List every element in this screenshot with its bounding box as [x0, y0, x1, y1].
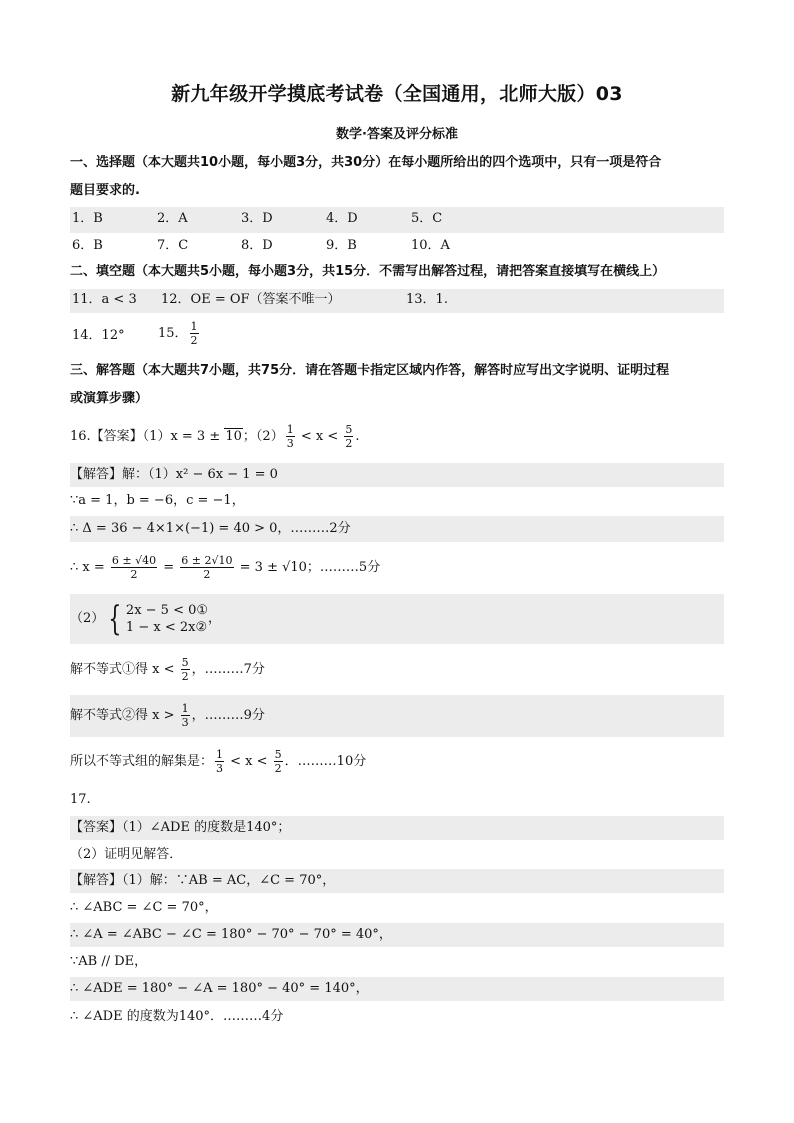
q17-answer-line: （2）证明见解答．: [70, 847, 183, 862]
fraction: [180, 554, 233, 581]
fraction-denominator: 2: [274, 762, 282, 775]
inequality-2: 1 − x < 2x②: [125, 619, 208, 635]
fill-answer-13: 13．1.: [406, 292, 448, 307]
q17-solution-line: ∴ ∠A = ∠ABC − ∠C = 180° − 70° − 70° = 40°，: [70, 923, 724, 947]
fraction: [344, 423, 353, 450]
fraction-denominator: 3: [286, 437, 294, 450]
choice-answer: 8．D: [241, 238, 273, 253]
fraction: [111, 554, 157, 581]
q17-label: 17.: [70, 792, 91, 807]
q16-solution-line: [70, 741, 724, 783]
choice-answer: 9．B: [326, 238, 357, 253]
q17-solution-line: 【解答】（1）解：∵AB = AC，∠C = 70°，: [70, 869, 724, 893]
fraction: [286, 423, 295, 450]
choice-answer: 7．C: [157, 238, 189, 253]
solution-text: 解不等式②得 x >: [70, 708, 179, 723]
q16-solution-line: ∴ Δ = 36 − 4×1×(−1) = 40 > 0，………2分: [70, 516, 724, 542]
q16-answer-text: < x <: [296, 429, 343, 444]
fraction: [274, 748, 283, 775]
q16-solution-line: [70, 650, 724, 690]
fraction: [190, 320, 199, 347]
solution-text: ，………9分: [191, 708, 265, 723]
solution-text: = 3 ± √10；………5分: [235, 560, 381, 575]
fraction-denominator: 3: [216, 762, 224, 775]
q16-answer-text: .: [355, 429, 360, 444]
fraction: [215, 748, 224, 775]
fill-answer-15-label: 15．: [158, 326, 188, 341]
section3-heading-cont: 或演算步骤）: [70, 391, 149, 406]
q17-solution-line: ∵AB // DE，: [70, 954, 148, 969]
solution-text: （2）: [70, 611, 105, 626]
solution-text: =: [159, 560, 179, 575]
fraction-numerator: 6 ± 2√10: [181, 554, 233, 567]
fraction-numerator: 1: [190, 320, 198, 333]
sqrt-radicand: 10: [225, 429, 242, 444]
fraction-denominator: 2: [130, 568, 138, 581]
fill-answer-11: 11．a < 3: [72, 292, 137, 307]
fill-answers-row1: [70, 289, 724, 313]
solution-text: ．………10分: [284, 754, 367, 769]
choice-answer: 3．D: [241, 211, 273, 226]
inequality-system: [126, 602, 208, 636]
solution-text: ∴ x =: [70, 560, 109, 575]
section1-heading-cont: 题目要求的.: [70, 183, 140, 198]
fraction-numerator: 1: [286, 423, 294, 436]
q16-solution-line: [70, 546, 724, 590]
choice-answer: 4．D: [326, 211, 358, 226]
fraction-numerator: 5: [274, 748, 282, 761]
fraction-numerator: 5: [345, 423, 353, 436]
q17-solution-line: ∴ ∠ADE = 180° − ∠A = 180° − 40° = 140°，: [70, 977, 724, 1001]
section2-heading: 二、填空题（本大题共5小题，每小题3分，共15分．不需写出解答过程，请把答案直接填写在横线上）: [70, 264, 666, 279]
fraction-denominator: 2: [181, 670, 189, 683]
q17-solution-line: ∴ ∠ADE 的度数为140°．………4分: [70, 1009, 284, 1024]
q16-solution-line: [70, 695, 724, 737]
solution-text: ，: [208, 611, 222, 626]
q17-answer-line: 【答案】（1）∠ADE 的度数是140°；: [70, 816, 724, 840]
solution-text: < x <: [226, 754, 272, 769]
fraction-numerator: 6 ± √40: [111, 554, 157, 567]
choice-answer: 10．A: [411, 238, 450, 253]
choice-answer: 2．A: [157, 211, 188, 226]
fill-answer-14: 14．12°: [72, 328, 125, 343]
solution-text: 解不等式①得 x <: [70, 662, 179, 677]
solution-text: 所以不等式组的解集是：: [70, 754, 214, 769]
choice-answers-row2: [70, 235, 724, 261]
fraction: [181, 656, 190, 683]
fraction: [181, 702, 190, 729]
q16-solution-line: ∵a = 1，b = −6，c = −1，: [70, 493, 245, 508]
fraction-numerator: 1: [216, 748, 224, 761]
fraction-denominator: 2: [345, 437, 353, 450]
solution-text: ，………7分: [191, 662, 265, 677]
q16-answer-text: 16.【答案】（1）x = 3 ±: [70, 429, 225, 444]
fill-answer-15: [158, 320, 201, 347]
fraction-numerator: 5: [181, 656, 189, 669]
choice-answer: 6．B: [72, 238, 103, 253]
section3-heading: 三、解答题（本大题共7小题，共75分．请在答题卡指定区域内作答，解答时应写出文字说明、证明过程: [70, 363, 670, 378]
fill-answer-12: 12．OE = OF（答案不唯一）: [161, 292, 341, 307]
q16-answer: [70, 418, 724, 456]
inequality-1: 2x − 5 < 0①: [125, 602, 209, 618]
choice-answer: 1．B: [72, 211, 103, 226]
fraction-denominator: 2: [190, 334, 198, 347]
q16-solution-line: 【解答】解：（1）x² − 6x − 1 = 0: [70, 463, 724, 487]
page-title: 新九年级开学摸底考试卷（全国通用，北师大版）03: [171, 83, 623, 105]
choice-answer: 5．C: [411, 211, 443, 226]
q16-solution-line: [70, 594, 724, 644]
page-subtitle: 数学·答案及评分标准: [336, 127, 458, 142]
fill-answers-row2: [70, 316, 724, 356]
fraction-denominator: 2: [203, 568, 211, 581]
section1-heading: 一、选择题（本大题共10小题，每小题3分，共30分）在每小题所给出的四个选项中，只有一项是符合: [70, 155, 662, 170]
brace-icon: {: [108, 598, 122, 639]
q17-solution-line: ∴ ∠ABC = ∠C = 70°，: [70, 900, 218, 915]
choice-answers-row1: [70, 207, 724, 233]
fraction-denominator: 3: [181, 716, 189, 729]
q16-answer-text: ；（2）: [242, 429, 284, 444]
fraction-numerator: 1: [181, 702, 189, 715]
